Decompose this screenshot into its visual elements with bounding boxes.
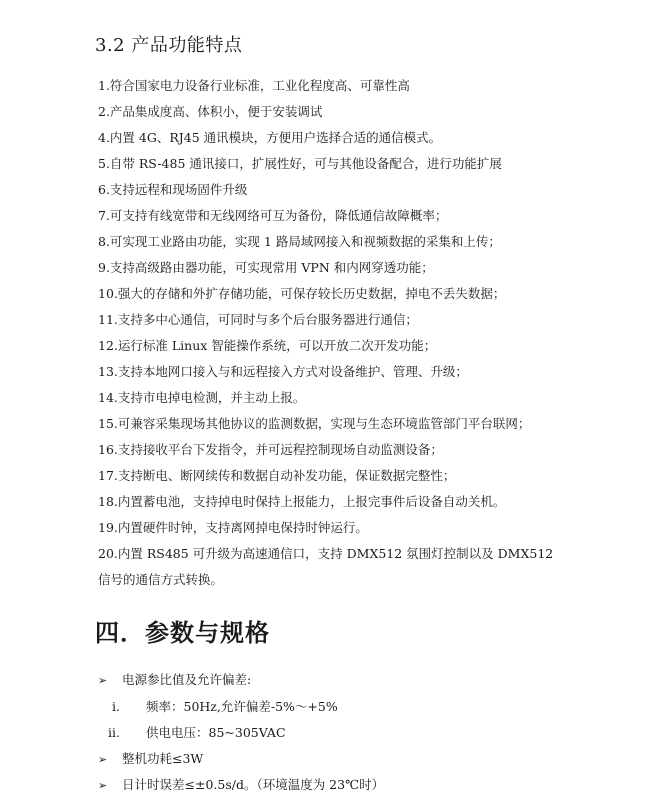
bullet-arrow-icon: ➢	[98, 753, 108, 766]
feature-item: 9.支持高级路由器功能，可实现常用 VPN 和内网穿透功能；	[98, 260, 434, 275]
feature-item: 5.自带 RS-485 通讯接口，扩展性好，可与其他设备配合，进行功能扩展	[98, 156, 502, 171]
feature-item: 12.运行标准 Linux 智能操作系统，可以开放二次开发功能；	[98, 338, 437, 353]
feature-item: 16.支持接收平台下发指令，并可远程控制现场自动监测设备；	[98, 442, 443, 457]
section-title: 3.2 产品功能特点	[95, 35, 243, 56]
spec-clock-error	[98, 776, 384, 795]
spec-label: 整机功耗≤3W	[122, 751, 204, 766]
chapter-title: 四．参数与规格	[95, 618, 270, 647]
spec-label: 电源参比值及允许偏差:	[122, 672, 252, 687]
feature-item-continuation: 信号的通信方式转换。	[98, 572, 224, 587]
feature-item: 14.支持市电掉电检测，并主动上报。	[98, 390, 306, 405]
feature-item: 19.内置硬件时钟，支持离网掉电保持时钟运行。	[98, 520, 368, 535]
feature-item: 15.可兼容采集现场其他协议的监测数据，实现与生态环境监管部门平台联网；	[98, 416, 531, 431]
feature-item: 20.内置 RS485 可升级为高速通信口，支持 DMX512 氛围灯控制以及 DMX512	[98, 546, 554, 561]
feature-item: 4.内置 4G、RJ45 通讯模块，方便用户选择合适的通信模式。	[98, 130, 442, 145]
feature-item: 2.产品集成度高、体积小，便于安装调试	[98, 104, 323, 119]
sub-item-text: 供电电压：85~305VAC	[146, 725, 286, 740]
spec-consumption	[98, 750, 203, 769]
feature-item: 1.符合国家电力设备行业标准，工业化程度高、可靠性高	[98, 78, 410, 93]
spec-power	[98, 671, 251, 690]
feature-item: 8.可实现工业路由功能，实现 1 路局域网接入和视频数据的采集和上传；	[98, 234, 501, 249]
feature-item: 7.可支持有线宽带和无线网络可互为备份，降低通信故障概率；	[98, 208, 448, 223]
sub-item-number: i.	[112, 699, 120, 714]
spec-label: 日计时误差≤±0.5s/d。（环境温度为 23℃时）	[122, 777, 385, 792]
feature-item: 17.支持断电、断网续传和数据自动补发功能，保证数据完整性；	[98, 468, 456, 483]
sub-item-text: 频率：50Hz,允许偏差-5%～+5%	[146, 699, 338, 714]
feature-item: 10.强大的存储和外扩存储功能，可保存较长历史数据，掉电不丢失数据；	[98, 286, 506, 301]
bullet-arrow-icon: ➢	[98, 779, 108, 792]
feature-item: 11.支持多中心通信，可同时与多个后台服务器进行通信；	[98, 312, 418, 327]
feature-item: 13.支持本地网口接入与和远程接入方式对设备维护、管理、升级；	[98, 364, 468, 379]
feature-item: 18.内置蓄电池，支持掉电时保持上报能力，上报完事件后设备自动关机。	[98, 494, 506, 509]
sub-item-number: ii.	[108, 725, 120, 740]
bullet-arrow-icon: ➢	[98, 674, 108, 687]
feature-item: 6.支持远程和现场固件升级	[98, 182, 248, 197]
